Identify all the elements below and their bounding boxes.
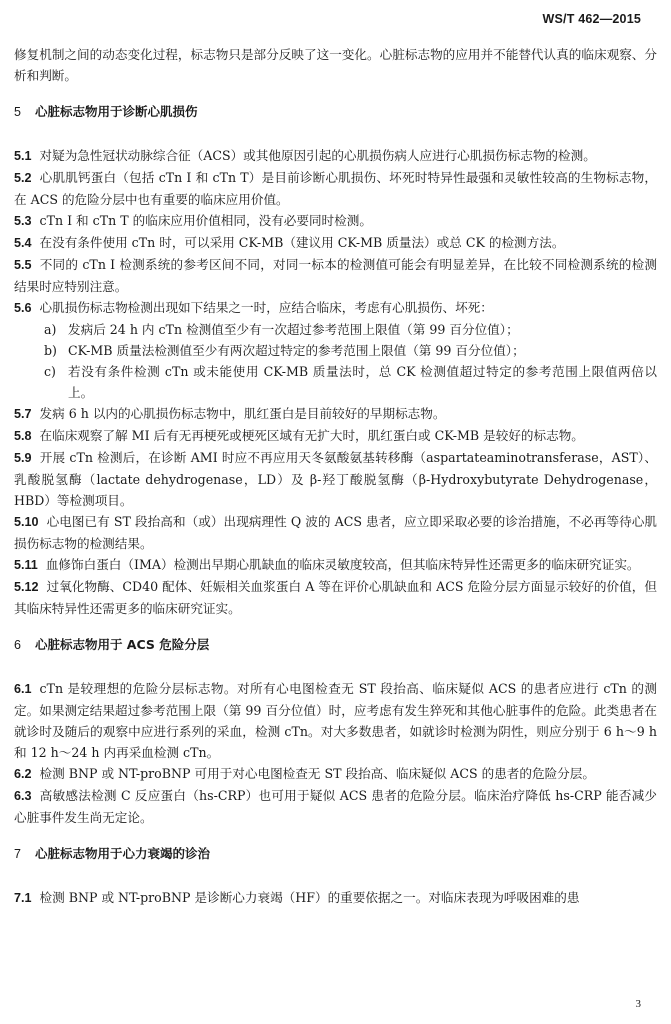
- clause-number: 5.2: [14, 171, 32, 185]
- clause-5-11: [14, 554, 657, 576]
- clause-number: 5.5: [14, 258, 32, 272]
- clause-number: 6.1: [14, 682, 32, 696]
- clause-number: 7.1: [14, 891, 32, 905]
- clause-text: 高敏感法检测 C 反应蛋白（hs-CRP）也可用于疑似 ACS 患者的危险分层。临床治疗降低 hs-CRP 能否减少心脏事件发生尚无定论。: [14, 788, 657, 825]
- list-text: CK-MB 质量法检测值至少有两次超过特定的参考范围上限值（第 99 百分位值）；: [68, 343, 525, 358]
- clause-number: 5.6: [14, 301, 32, 315]
- clause-5-10: [14, 511, 657, 554]
- clause-5-8: [14, 425, 657, 447]
- section-title: 心脏标志物用于诊断心肌损伤: [34, 104, 198, 119]
- intro-paragraph: 修复机制之间的动态变化过程，标志物只是部分反映了这一变化。心脏标志物的应用并不能替代认真的临床观察、分析和判断。: [14, 47, 657, 83]
- clause-text: 血修饰白蛋白（IMA）检测出早期心肌缺血的临床灵敏度较高，但其临床特异性还需更多的临床研究证实。: [45, 557, 640, 572]
- section-title: 心脏标志物用于心力衰竭的诊治: [34, 846, 210, 861]
- clause-text: 对疑为急性冠状动脉综合征（ACS）或其他原因引起的心肌损伤病人应进行心肌损伤标志物的检测。: [39, 148, 596, 163]
- clause-text: 心电图已有 ST 段抬高和（或）出现病理性 Q 波的 ACS 患者，应立即采取必要的诊治措施，不必再等待心肌损伤标志物的检测结果。: [14, 514, 657, 551]
- clause-5-3: [14, 210, 657, 232]
- clause-5-5: [14, 254, 657, 297]
- clause-text: 在没有条件使用 cTn 时，可以采用 CK-MB（建议用 CK-MB 质量法）或总 CK 的检测方法。: [39, 235, 565, 250]
- clause-text: 开展 cTn 检测后，在诊断 AMI 时应不再应用天冬氨酸氨基转移酶（aspartateaminotransferase，AST）、乳酸脱氢酶（lactate dehydrogenase，LD）及 β-羟丁酸脱氢酶（β-Hydroxybutyrate Dehydrogenase，HBD）等检测项目。: [14, 450, 657, 508]
- section-7-heading: [14, 844, 657, 865]
- list-label: b): [44, 343, 57, 358]
- document-body: [14, 44, 657, 909]
- section-number: 7: [14, 847, 21, 861]
- list-text: 发病后 24 h 内 cTn 检测值至少有一次超过参考范围上限值（第 99 百分位值）；: [68, 322, 519, 337]
- clause-number: 5.9: [14, 451, 32, 465]
- list-item: [14, 340, 657, 361]
- clause-6-3: [14, 785, 657, 828]
- clause-number: 5.11: [14, 558, 38, 572]
- list-label: a): [44, 322, 57, 337]
- clause-text: 过氧化物酶、CD40 配体、妊娠相关血浆蛋白 A 等在评价心肌缺血和 ACS 危险分层方面显示较好的价值，但其临床特异性还需更多的临床研究证实。: [14, 579, 657, 616]
- clause-text: 在临床观察了解 MI 后有无再梗死或梗死区域有无扩大时，肌红蛋白或 CK-MB 是较好的标志物。: [39, 428, 584, 443]
- clause-text: 检测 BNP 或 NT-proBNP 可用于对心电图检查无 ST 段抬高、临床疑似 ACS 的患者的危险分层。: [39, 766, 595, 781]
- clause-text: 心肌损伤标志物检测出现如下结果之一时，应结合临床，考虑有心肌损伤、坏死：: [39, 300, 493, 315]
- clause-number: 5.3: [14, 214, 32, 228]
- list-5-6: [14, 319, 657, 403]
- clause-5-9: [14, 447, 657, 511]
- list-label: c): [44, 364, 56, 379]
- clause-5-7: [14, 403, 657, 425]
- section-title: 心脏标志物用于 ACS 危险分层: [34, 637, 210, 652]
- clause-5-12: [14, 576, 657, 619]
- section-number: 5: [14, 105, 21, 119]
- clause-text: 检测 BNP 或 NT-proBNP 是诊断心力衰竭（HF）的重要依据之一。对临床表现为呼吸困难的患: [39, 890, 580, 905]
- clause-number: 6.3: [14, 789, 32, 803]
- section-5-heading: [14, 102, 657, 123]
- clause-7-1: [14, 887, 657, 909]
- clause-number: 6.2: [14, 767, 32, 781]
- page-number: 3: [635, 998, 641, 1010]
- list-item: [14, 319, 657, 340]
- clause-number: 5.10: [14, 515, 39, 529]
- clause-number: 5.1: [14, 149, 32, 163]
- clause-text: 发病 6 h 以内的心肌损伤标志物中，肌红蛋白是目前较好的早期标志物。: [39, 406, 446, 421]
- clause-5-2: [14, 167, 657, 210]
- clause-6-1: [14, 678, 657, 763]
- clause-text: cTn I 和 cTn T 的临床应用价值相同，没有必要同时检测。: [39, 213, 372, 228]
- clause-text: cTn 是较理想的危险分层标志物。对所有心电图检查无 ST 段抬高、临床疑似 ACS 的患者应进行 cTn 的测定。如果测定结果超过参考范围上限（第 99 百分位值）时，应考虑有发生猝死和其他心脏事件的危险。此类患者在就诊时及随后的观察中应进行系列的采血，检测 cTn。对大多数患者，如就诊时检测为阴性，则应分别于 6 h～9 h 和 12 h～24 h 内再采血检测 cTn。: [14, 681, 657, 760]
- list-item: [14, 361, 657, 403]
- clause-6-2: [14, 763, 657, 785]
- clause-number: 5.12: [14, 580, 39, 594]
- standard-code: WS/T 462—2015: [542, 12, 641, 26]
- clause-text: 不同的 cTn I 检测系统的参考区间不同，对同一标本的检测值可能会有明显差异，在比较不同检测系统的检测结果时应特别注意。: [14, 257, 657, 294]
- list-text: 若没有条件检测 cTn 或未能使用 CK-MB 质量法时，总 CK 检测值超过特定的参考范围上限值两倍以上。: [68, 364, 657, 400]
- section-number: 6: [14, 638, 21, 652]
- section-6-heading: [14, 635, 657, 656]
- clause-number: 5.7: [14, 407, 32, 421]
- clause-5-4: [14, 232, 657, 254]
- clause-text: 心肌肌钙蛋白（包括 cTn I 和 cTn T）是目前诊断心肌损伤、坏死时特异性最强和灵敏性较高的生物标志物，在 ACS 的危险分层中也有重要的临床应用价值。: [14, 170, 657, 207]
- clause-5-1: [14, 145, 657, 167]
- clause-number: 5.8: [14, 429, 32, 443]
- clause-5-6: [14, 297, 657, 319]
- clause-number: 5.4: [14, 236, 32, 250]
